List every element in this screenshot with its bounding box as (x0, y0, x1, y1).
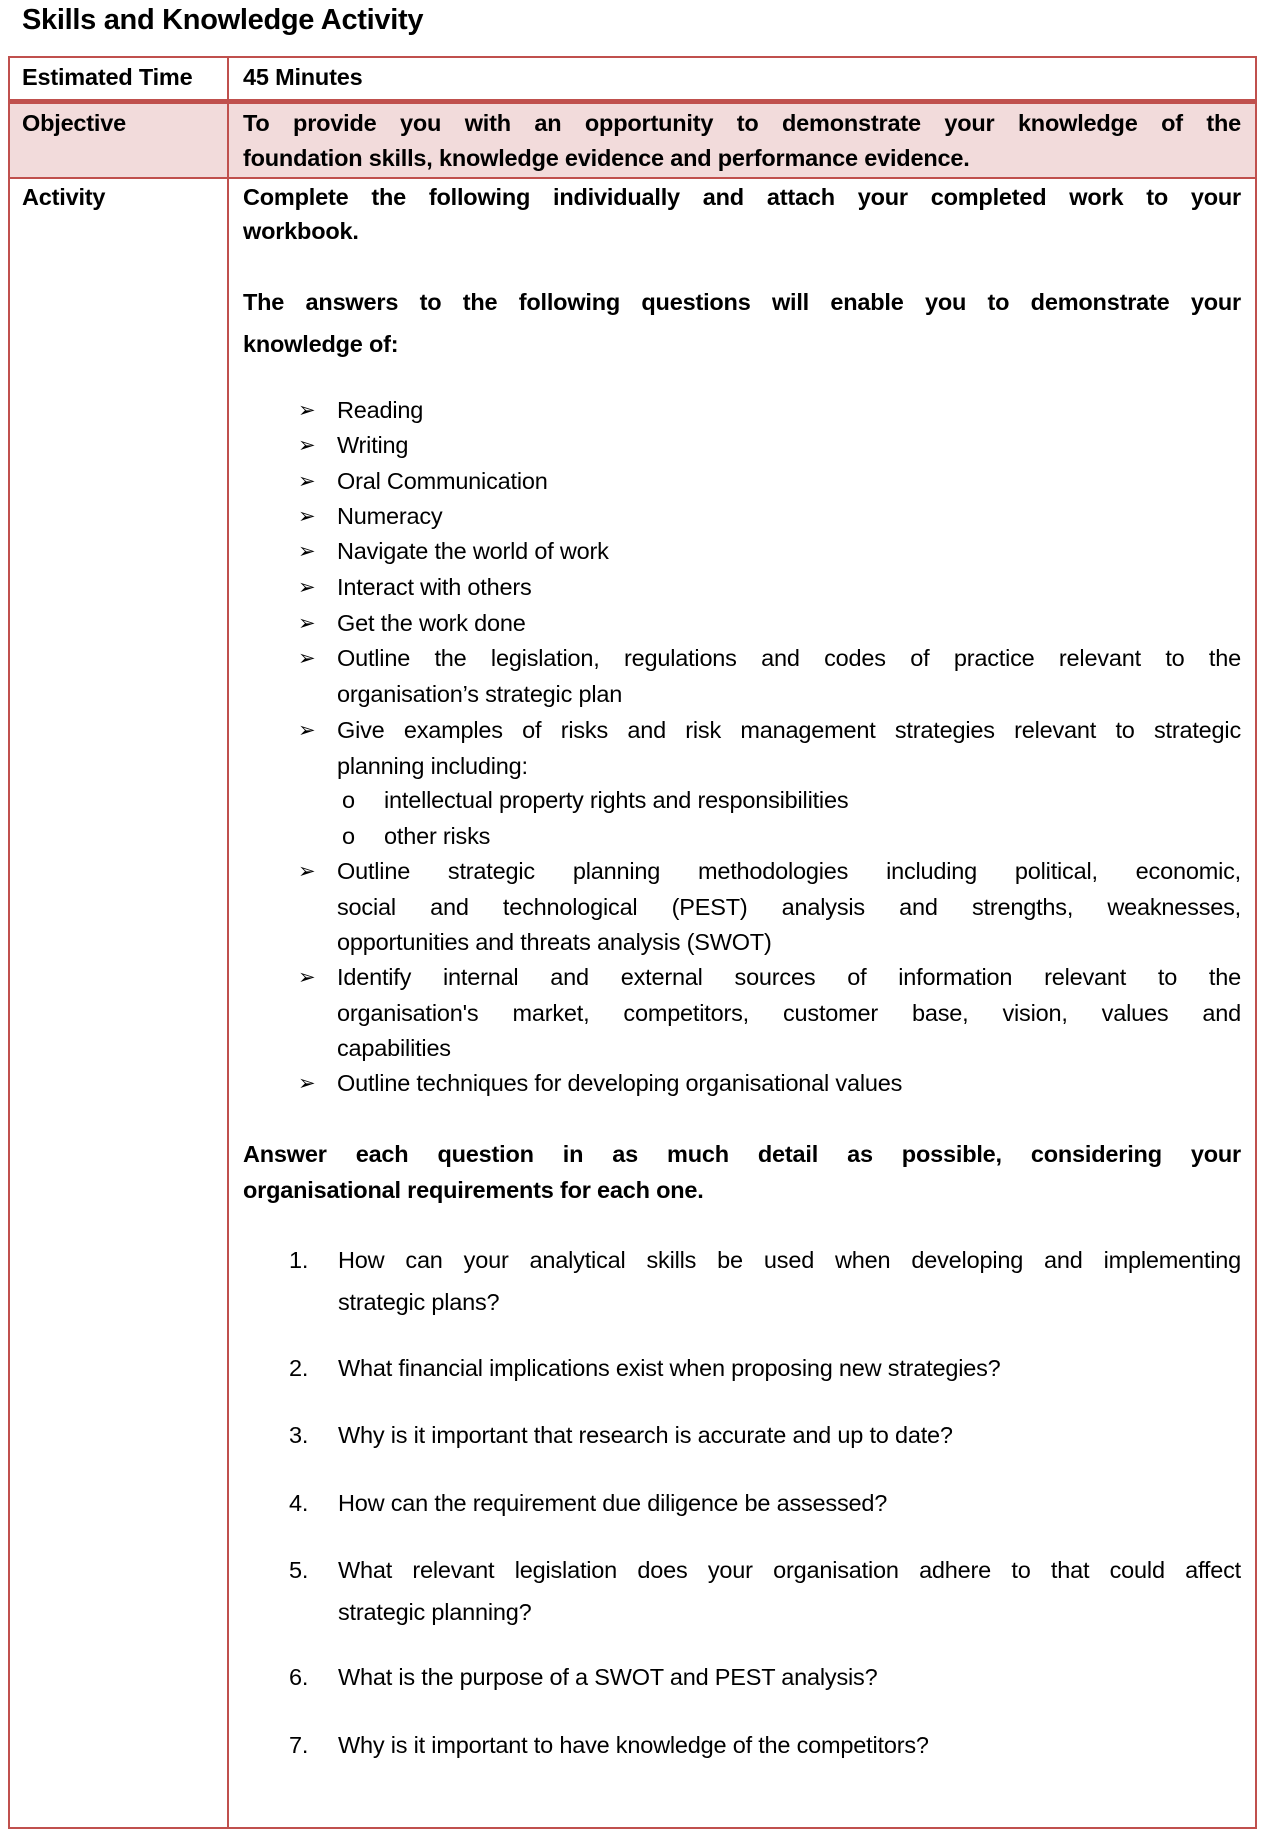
question-text-line: strategic plans? (338, 1289, 500, 1315)
question-number: 2. (289, 1355, 309, 1381)
bullet-text-line: organisation's market, competitors, customer base, vision, values and (337, 999, 1241, 1026)
question-text-line: How can the requirement due diligence be assessed? (338, 1490, 888, 1516)
bullet-text-line: Numeracy (337, 503, 443, 529)
bullet-text-line: organisation’s strategic plan (337, 680, 623, 707)
question-number: 5. (289, 1557, 309, 1583)
bullet-text-line: Oral Communication (337, 468, 548, 494)
objective-text-line: foundation skills, knowledge evidence and performance evidence. (243, 145, 970, 171)
arrow-bullet-icon: ➢ (298, 470, 316, 493)
bullet-text-line: Give examples of risks and risk management strategies relevant to strategic (337, 717, 1241, 743)
time-value: 45 Minutes (243, 64, 363, 90)
arrow-bullet-icon: ➢ (298, 612, 316, 635)
row-divider (8, 99, 1257, 104)
bullet-text-line: Outline techniques for developing organisational values (337, 1070, 903, 1096)
question-text-line: Why is it important that research is accurate and up to date? (338, 1422, 953, 1448)
arrow-bullet-icon: ➢ (298, 647, 316, 670)
arrow-bullet-icon: ➢ (298, 860, 316, 883)
sub-bullet-text: intellectual property rights and responsibilities (384, 787, 849, 813)
bullet-text-line: Interact with others (337, 574, 532, 600)
column-divider (227, 56, 229, 1829)
bullet-text-line: Get the work done (337, 610, 526, 636)
objective-text-line: To provide you with an opportunity to demonstrate your knowledge of the (243, 110, 1241, 136)
question-text-line: What is the purpose of a SWOT and PEST analysis? (338, 1664, 878, 1690)
question-text-line: strategic planning? (338, 1599, 532, 1625)
bullet-text-line: Reading (337, 397, 424, 423)
question-number: 6. (289, 1664, 309, 1690)
question-number: 3. (289, 1422, 309, 1448)
bullet-text-line: Writing (337, 432, 409, 458)
circle-bullet-icon: o (342, 787, 355, 813)
question-text-line: How can your analytical skills be used when developing and implementing (338, 1247, 1241, 1273)
question-number: 1. (289, 1247, 309, 1273)
intro-line: workbook. (243, 218, 359, 244)
answer-instruction-line: Answer each question in as much detail as possible, considering your (243, 1141, 1241, 1167)
question-text-line: What relevant legislation does your organisation adhere to that could affect (338, 1557, 1241, 1583)
question-text-line: Why is it important to have knowledge of the competitors? (338, 1732, 929, 1758)
activity-label: Activity (22, 184, 106, 210)
bullet-text-line: Identify internal and external sources of information relevant to the (337, 964, 1241, 990)
knowledge-line: knowledge of: (243, 331, 399, 357)
bullet-text-line: Navigate the world of work (337, 538, 609, 564)
bullet-text-line: Outline the legislation, regulations and codes of practice relevant to the (337, 645, 1241, 671)
arrow-bullet-icon: ➢ (298, 966, 316, 989)
arrow-bullet-icon: ➢ (298, 540, 316, 563)
question-text-line: What financial implications exist when proposing new strategies? (338, 1355, 1001, 1381)
arrow-bullet-icon: ➢ (298, 399, 316, 422)
knowledge-line: The answers to the following questions will enable you to demonstrate your (243, 289, 1241, 315)
time-label: Estimated Time (22, 64, 193, 90)
intro-line: Complete the following individually and attach your completed work to your (243, 184, 1241, 210)
row-divider (8, 177, 1257, 179)
arrow-bullet-icon: ➢ (298, 1072, 316, 1095)
bullet-text-line: planning including: (337, 752, 528, 779)
circle-bullet-icon: o (342, 823, 355, 849)
arrow-bullet-icon: ➢ (298, 719, 316, 742)
bullet-text-line: capabilities (337, 1035, 451, 1061)
question-number: 7. (289, 1732, 309, 1758)
objective-label: Objective (22, 110, 126, 136)
bullet-text-line: opportunities and threats analysis (SWOT) (337, 929, 772, 955)
question-number: 4. (289, 1490, 309, 1516)
bullet-text-line: social and technological (PEST) analysis and strengths, weaknesses, (337, 893, 1241, 920)
arrow-bullet-icon: ➢ (298, 505, 316, 528)
bullet-text-line: Outline strategic planning methodologies including political, economic, (337, 858, 1241, 884)
sub-bullet-text: other risks (384, 823, 491, 849)
arrow-bullet-icon: ➢ (298, 576, 316, 599)
page-title: Skills and Knowledge Activity (22, 4, 424, 36)
arrow-bullet-icon: ➢ (298, 434, 316, 457)
answer-instruction-line: organisational requirements for each one. (243, 1177, 704, 1203)
